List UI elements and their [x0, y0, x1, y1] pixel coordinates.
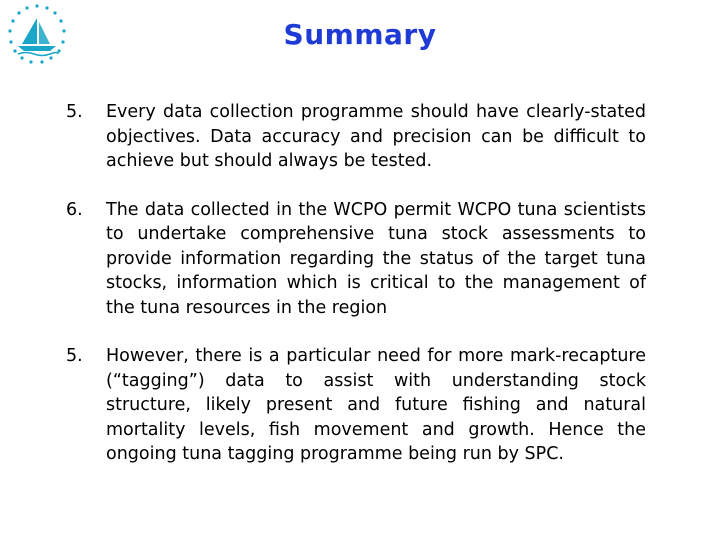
item-number: 5.: [66, 346, 83, 366]
item-text: However, there is a particular need for more mark-recapture (“tagging”) data to assist with understanding stock structure, likely present and future fishing and natural mortality levels, fish movement and growth. Hence the ongoing tuna tagging programme being run by SPC.: [106, 346, 646, 464]
item-number: 6.: [66, 199, 83, 220]
item-text: The data collected in the WCPO permit WCPO tuna scientists to undertake comprehensive tuna stock assessments to provide information regarding the status of the target tuna stocks, information which is critical to the management of the tuna resources in the region: [106, 199, 646, 318]
item-number: 5.: [66, 102, 83, 122]
slide-title: Summary: [283, 18, 437, 51]
summary-list: [66, 100, 646, 491]
list-item: [66, 198, 646, 321]
item-text: Every data collection programme should have clearly-stated objectives. Data accuracy and precision can be difficult to achieve but should always be tested.: [106, 102, 646, 171]
list-item: [66, 344, 646, 467]
list-item: [66, 100, 646, 174]
